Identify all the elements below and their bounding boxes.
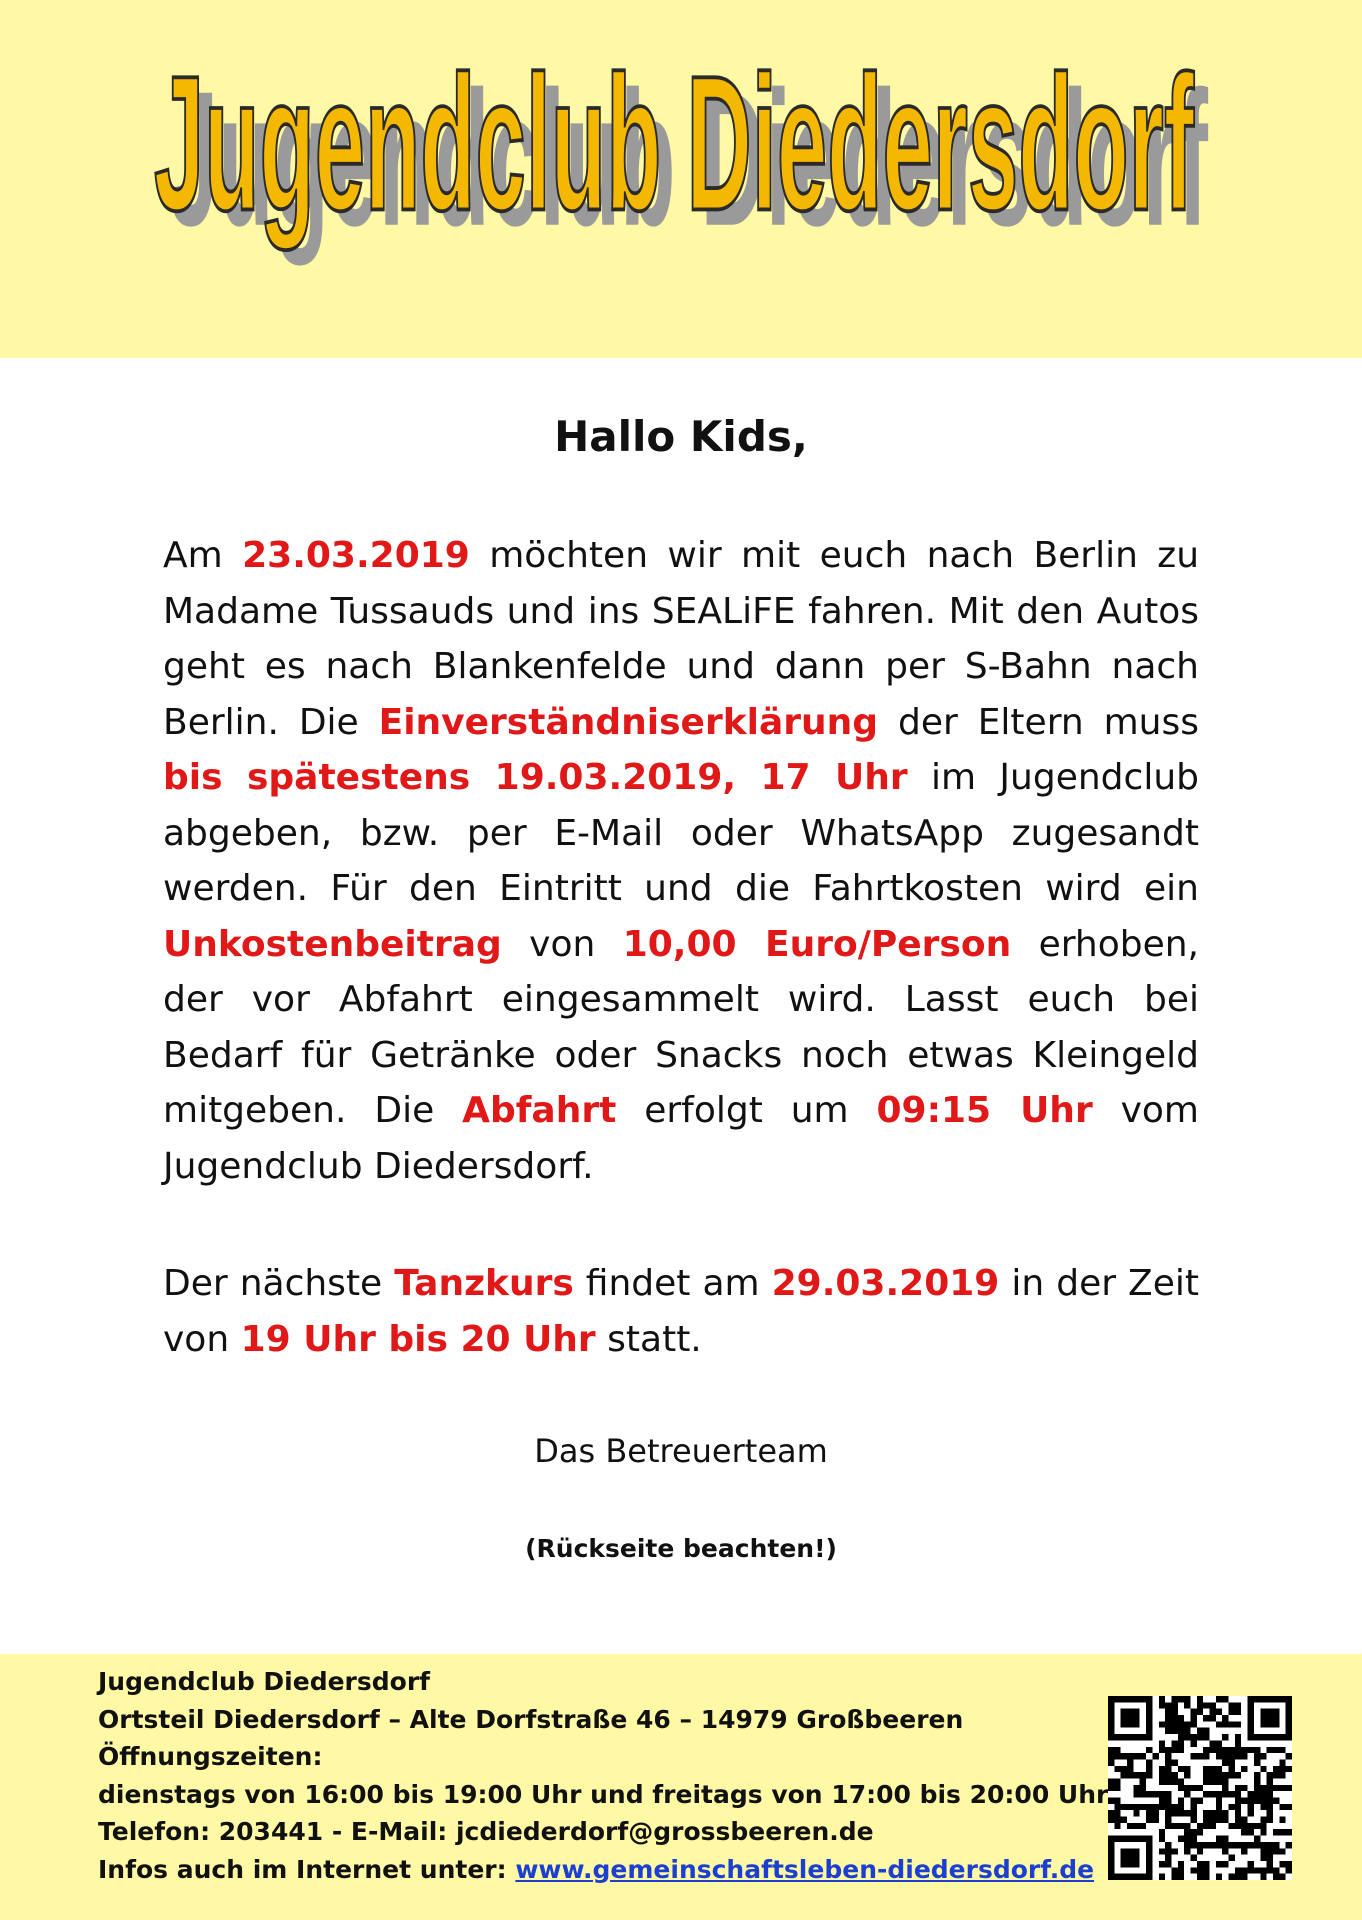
footer-contact [98, 1663, 1109, 1888]
consent-form: Einverständniserklärung [378, 701, 879, 743]
footer-web-line [98, 1851, 1098, 1889]
back-side-note: (Rückseite beachten!) [525, 1534, 837, 1563]
fee-amount: 10,00 Euro/Person [622, 923, 1012, 965]
text-segment: in der Zeit von [163, 1263, 1199, 1360]
footer-club-name: Jugendclub Diedersdorf [98, 1667, 431, 1696]
text-segment: findet am [573, 1263, 772, 1304]
footer-hours-label: Öffnungszeiten: [98, 1742, 323, 1771]
departure-time: 09:15 Uhr [876, 1090, 1093, 1131]
course-hours: 19 Uhr bis 20 Uhr [240, 1318, 596, 1360]
main-paragraph [163, 528, 1199, 1194]
course-date: 29.03.2019 [771, 1263, 1000, 1304]
footer-hours: dienstags von 16:00 bis 19:00 Uhr und freitags von 17:00 bis 20:00 Uhr [98, 1779, 1109, 1809]
text-segment: statt. [595, 1318, 702, 1360]
text-segment: möchten wir mit euch nach Berlin zu Madame Tussauds und ins SEALiFE fahren. Mit den Autos geht es nach Blankenfelde und dann per S-Bahn nach Berlin. Die [163, 535, 1200, 743]
qr-code [1108, 1696, 1292, 1880]
text-segment: Der nächste [163, 1263, 395, 1304]
text-segment: erfolgt um [616, 1090, 877, 1131]
greeting: Hallo Kids, [554, 412, 808, 461]
deadline: bis spätestens 19.03.2019, 17 Uhr [163, 757, 908, 798]
text-segment: der Eltern muss [878, 701, 1199, 743]
text-segment: im Jugendclub abgeben, bzw. per E-Mail oder WhatsApp zugesandt werden. Für den Eintritt und die Fahrtkosten wird ein [163, 757, 1199, 909]
course-name: Tanzkurs [394, 1263, 574, 1304]
dance-course-paragraph [163, 1256, 1199, 1367]
text-segment: von [501, 923, 623, 965]
departure-label: Abfahrt [462, 1090, 617, 1131]
signoff: Das Betreuerteam [534, 1432, 828, 1470]
fee-label: Unkostenbeitrag [163, 923, 502, 965]
text-segment: vom Jugendclub Diedersdorf. [163, 1090, 1199, 1187]
logo-shadow: Jugendclub Diedersdorf [168, 50, 1209, 267]
text-segment: Am [163, 535, 243, 576]
logo [150, 20, 1230, 280]
trip-date: 23.03.2019 [242, 535, 470, 576]
footer-phone-email: Telefon: 203441 - E-Mail: jcdiederdorf@grossbeeren.de [98, 1817, 874, 1846]
text-segment: erhoben, der vor Abfahrt eingesammelt wird. Lasst euch bei Bedarf für Getränke oder Snacks noch etwas Kleingeld mitgeben. Die [163, 923, 1199, 1131]
logo-text: Jugendclub Diedersdorf [154, 35, 1195, 251]
footer-address: Ortsteil Diedersdorf – Alte Dorfstraße 46 – 14979 Großbeeren [98, 1704, 964, 1734]
website-link[interactable]: www.gemeinschaftsleben-diedersdorf.de [515, 1854, 1095, 1884]
footer-web-prefix: Infos auch im Internet unter: [98, 1854, 516, 1884]
